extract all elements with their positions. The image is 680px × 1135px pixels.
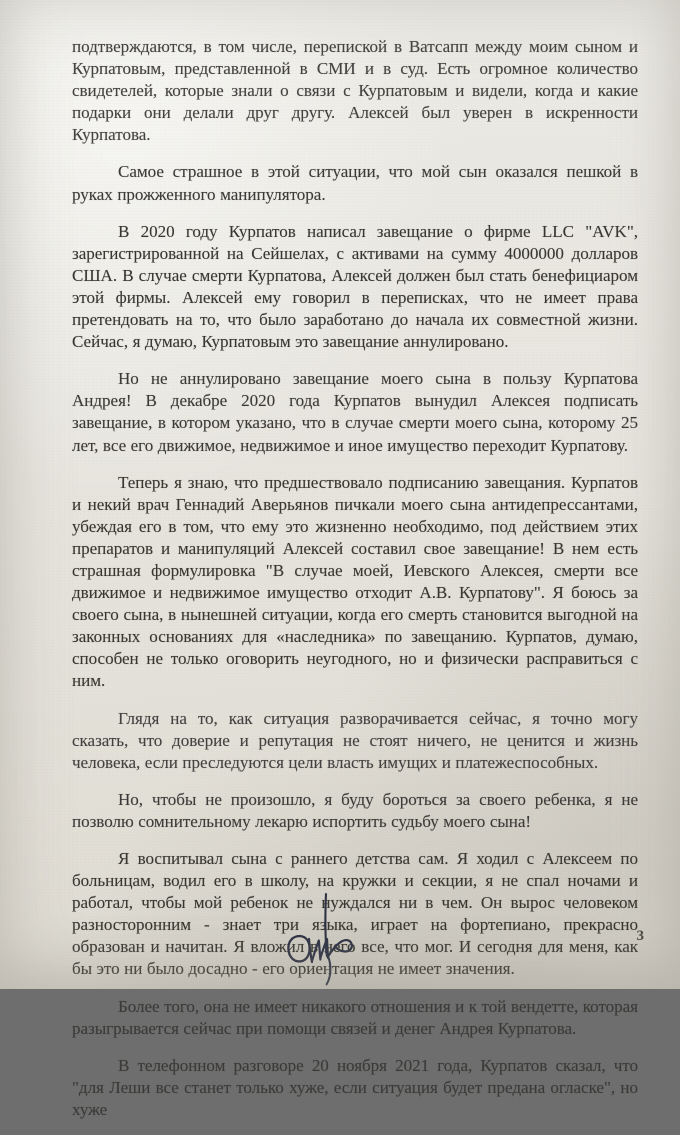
paragraph: Но не аннулировано завещание моего сына в пользу Курпатова Андрея! В декабре 2020 года Курпатов вынудил Алексея подписать завещание, в котором указано, что в случае смерти моего сына, которому 25 лет, все его движимое, недвижимое и иное имущество переходит Курпатову. [72, 369, 638, 455]
paragraph: Я воспитывал сына с раннего детства сам. Я ходил с Алексеем по больницам, водил его в школу, на кружки и секции, я не спал ночами и работал, чтобы мой ребенок не нуждался ни в чем. Он вырос человеком разносторонним - знает три языка, играет на фортепиано, прекрасно образован и начитан. Я вложил в него все, что мог. И сегодня для меня, как бы это ни было досадно - его ориентация не имеет значения. [72, 849, 638, 979]
page-number: 3 [636, 928, 644, 944]
paragraph: подтверждаются, в том числе, перепиской в Ватсапп между моим сыном и Курпатовым, представленной в СМИ и в суд. Есть огромное количество свидетелей, которые знали о связи с Курпатовым и видели, когда и какие подарки они делали друг другу. Алексей был уверен в искренности Курпатова. [72, 37, 638, 145]
paragraph: В 2020 году Курпатов написал завещание о фирме LLC "AVK", зарегистрированной на Сейшелах, с активами на сумму 4000000 долларов США. В случае смерти Курпатова, Алексей должен был стать бенефициаром этой фирмы. Алексей ему говорил в переписках, что не имеет права претендовать на то, что было заработано до начала их совместной жизни. Сейчас, я думаю, Курпатовым это завещание аннулировано. [72, 221, 638, 352]
paragraph: Самое страшное в этой ситуации, что мой сын оказался пешкой в руках прожженного манипулятора. [72, 162, 638, 204]
paragraph: В телефонном разговоре 20 ноября 2021 года, Курпатов сказал, что "для Леши все станет только хуже, если ситуация будет предана огласке", но хуже [72, 1055, 638, 1119]
paragraph: Но, чтобы не произошло, я буду бороться за своего ребенка, я не позволю сомнительному лекарю испортить судьбу моего сына! [72, 789, 638, 831]
paragraph: Глядя на то, как ситуация разворачивается сейчас, я точно могу сказать, что доверие и репутация не стоят ничего, не ценится и жизнь человека, если преследуются цели власть имущих и платежеспособных. [72, 708, 638, 772]
paragraph: Более того, она не имеет никакого отношения и к той вендетте, которая разыгрывается сейчас при помощи связей и денег Андрея Курпатова. [72, 996, 638, 1038]
handwritten-signature [276, 892, 426, 987]
paragraph: Теперь я знаю, что предшествовало подписанию завещания. Курпатов и некий врач Геннадий Аверьянов пичкали моего сына антидепрессантами, убеждая его в том, что ему это жизненно необходимо, под действием этих препаратов и манипуляций Алексей составил свое завещание! В нем есть страшная формулировка "В случае моей, Иевского Алексея, смерти все движимое и недвижимое имущество отходит А.В. Курпатову". Я боюсь за своего сына, в нынешней ситуации, когда его смерть становится выгодной на законных основаниях для «наследника» по завещанию. Курпатов, думаю, способен не только оговорить неугодного, но и физически расправиться с ним. [72, 472, 638, 691]
